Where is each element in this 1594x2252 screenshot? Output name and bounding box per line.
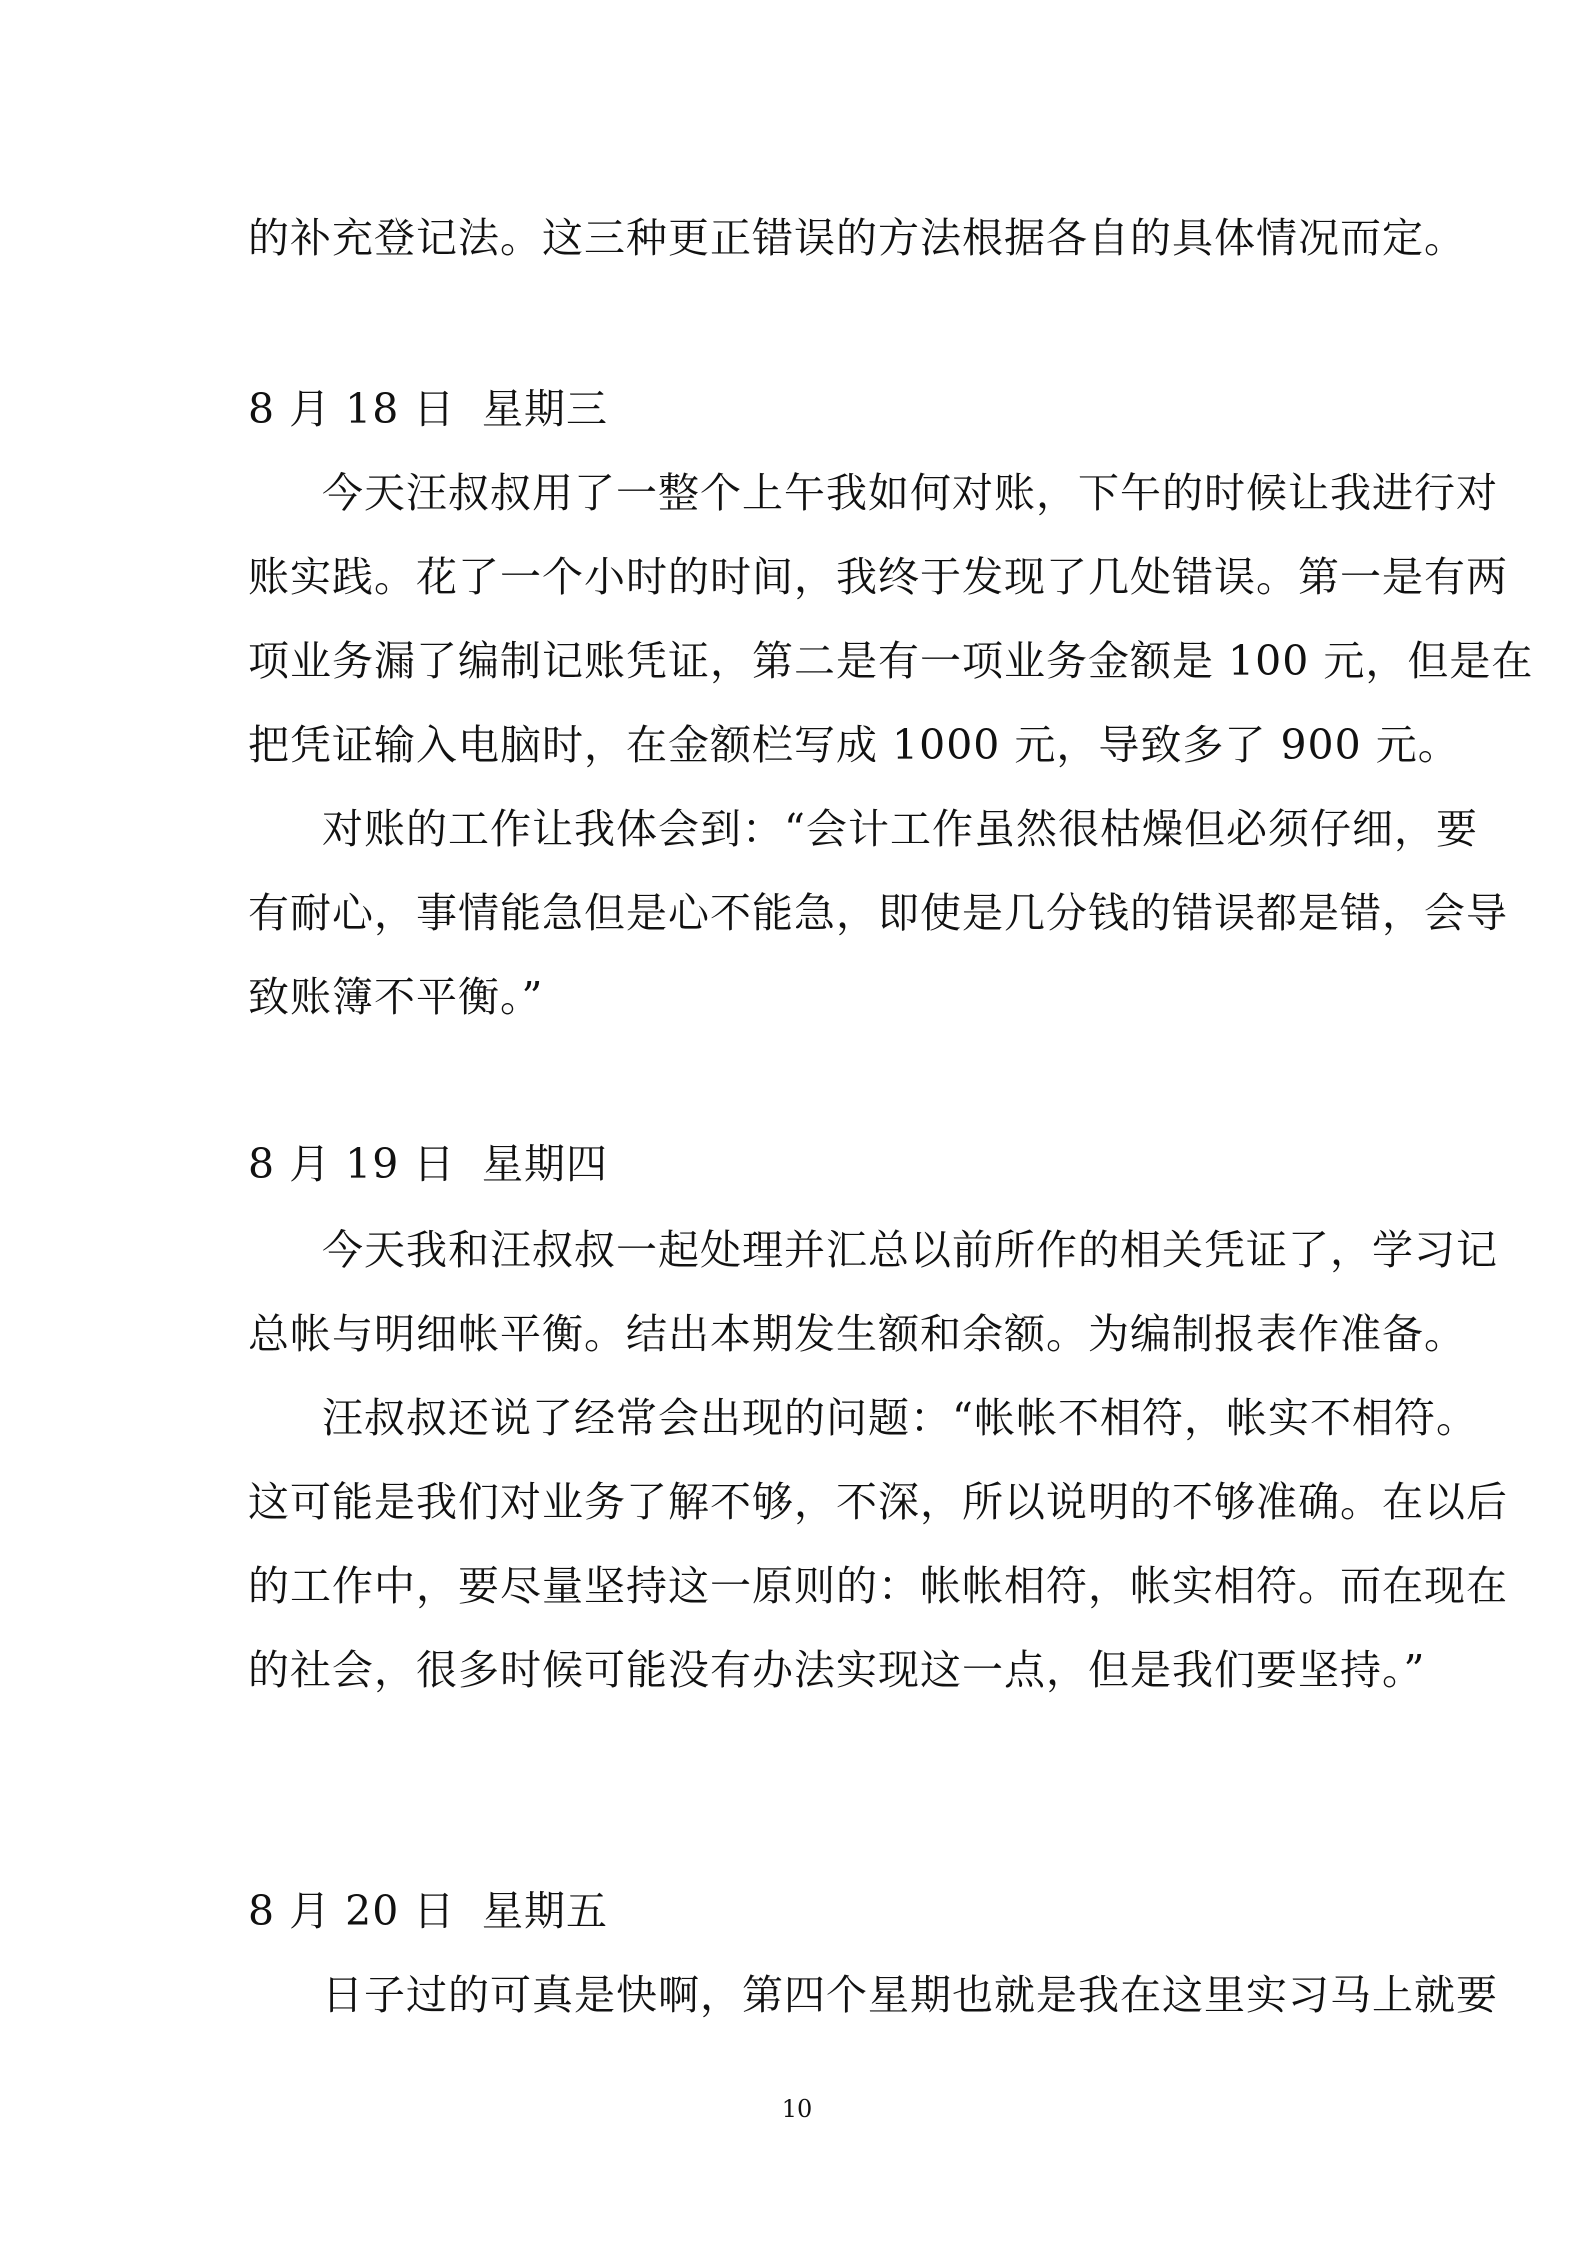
entry-weekday: 星期三: [482, 385, 608, 433]
paragraph-line: 项业务漏了编制记账凭证，第二是有一项业务金额是 100 元，但是在: [248, 637, 1534, 685]
paragraph-line: 的社会，很多时候可能没有办法实现这一点，但是我们要坚持。”: [248, 1646, 1426, 1694]
page-number: 10: [781, 2095, 813, 2123]
paragraph-line: 今天我和汪叔叔一起处理并汇总以前所作的相关凭证了，学习记: [322, 1226, 1498, 1274]
paragraph-line: 总帐与明细帐平衡。结出本期发生额和余额。为编制报表作准备。: [248, 1310, 1466, 1358]
entry-date: 8 月 20 日: [248, 1887, 456, 1935]
entry-weekday: 星期五: [482, 1887, 608, 1935]
paragraph-line: 这可能是我们对业务了解不够，不深，所以说明的不够准确。在以后: [248, 1478, 1508, 1526]
paragraph-line: 汪叔叔还说了经常会出现的问题：“帐帐不相符，帐实不相符。: [322, 1394, 1478, 1442]
entry-date: 8 月 18 日: [248, 385, 456, 433]
entry-date-heading: [248, 381, 1358, 437]
paragraph-line: 账实践。花了一个小时的时间，我终于发现了几处错误。第一是有两: [248, 553, 1508, 601]
paragraph-line: 的工作中，要尽量坚持这一原则的：帐帐相符，帐实相符。而在现在: [248, 1562, 1508, 1610]
paragraph-line: 致账簿不平衡。”: [248, 973, 544, 1021]
paragraph-line: 日子过的可真是快啊，第四个星期也就是我在这里实习马上就要: [322, 1971, 1498, 2019]
paragraph-line: 的补充登记法。这三种更正错误的方法根据各自的具体情况而定。: [248, 214, 1466, 262]
entry-weekday: 星期四: [482, 1140, 608, 1188]
paragraph-line: 把凭证输入电脑时，在金额栏写成 1000 元，导致多了 900 元。: [248, 721, 1460, 769]
entry-date: 8 月 19 日: [248, 1140, 456, 1188]
paragraph-line: 对账的工作让我体会到：“会计工作虽然很枯燥但必须仔细，要: [322, 805, 1478, 853]
entry-date-heading: [248, 1136, 1358, 1192]
paragraph-line: 有耐心，事情能急但是心不能急，即使是几分钱的错误都是错，会导: [248, 889, 1508, 937]
paragraph-line: 今天汪叔叔用了一整个上午我如何对账，下午的时候让我进行对: [322, 469, 1498, 517]
entry-date-heading: [248, 1883, 1358, 1939]
